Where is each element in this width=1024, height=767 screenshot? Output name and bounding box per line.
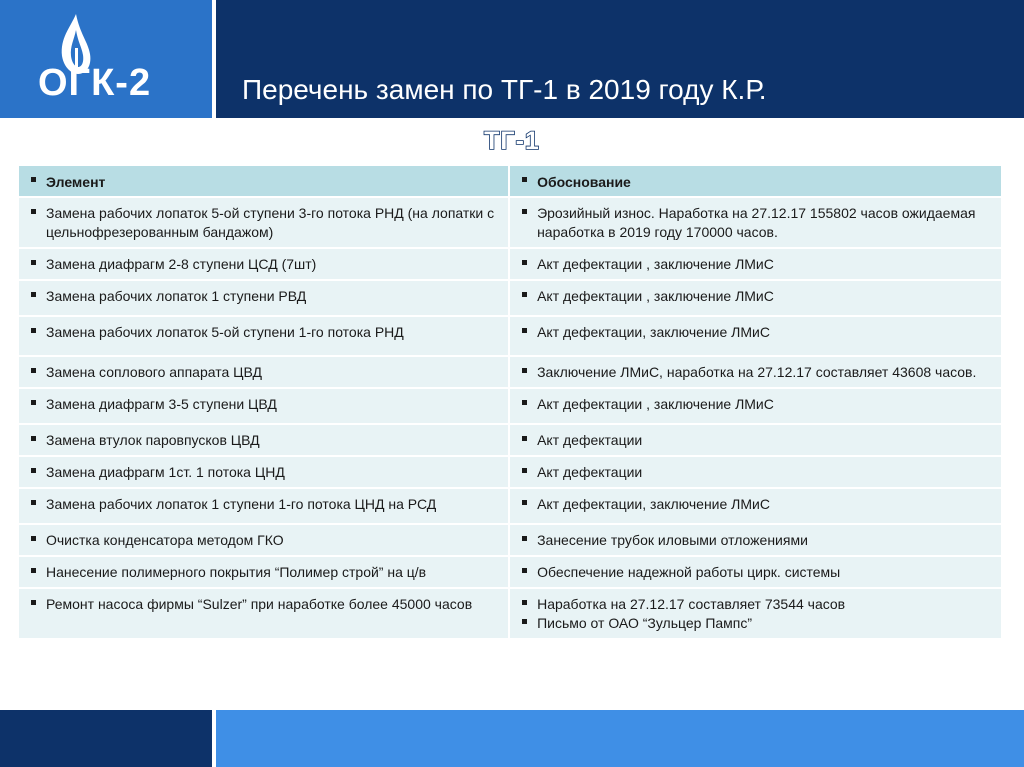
bullet-icon: [522, 292, 527, 297]
bullet-icon: [522, 568, 527, 573]
cell-reason: Акт дефектации , заключение ЛМиС: [510, 249, 1001, 279]
bullet-icon: [522, 209, 527, 214]
table-row: [19, 589, 1001, 638]
cell-element: Замена рабочих лопаток 5-ой ступени 3-го потока РНД (на лопатки с цельнофрезерованным бандажом): [19, 198, 508, 247]
cell-reason: Эрозийный износ. Наработка на 27.12.17 155802 часов ожидаемая наработка в 2019 году 170000 часов.: [510, 198, 1001, 247]
logo-text: ОГК-2: [38, 62, 152, 104]
cell-reason: Акт дефектации, заключение ЛМиС: [510, 489, 1001, 523]
cell-reason: Акт дефектации: [510, 457, 1001, 487]
bullet-icon: [522, 536, 527, 541]
cell-element: Замена диафрагм 1ст. 1 потока ЦНД: [19, 457, 508, 487]
bullet-icon: [31, 436, 36, 441]
table-row: [19, 317, 1001, 355]
cell-element: Очистка конденсатора методом ГКО: [19, 525, 508, 555]
table-header-row: [19, 166, 1001, 196]
column-header-element: Элемент: [19, 166, 508, 196]
cell-reason: Акт дефектации , заключение ЛМиС: [510, 389, 1001, 423]
bullet-icon: [31, 536, 36, 541]
section-heading: [0, 127, 1024, 156]
cell-element: Нанесение полимерного покрытия “Полимер строй” на ц/в: [19, 557, 508, 587]
cell-reason: Акт дефектации , заключение ЛМиС: [510, 281, 1001, 315]
cell-element: Замена диафрагм 3-5 ступени ЦВД: [19, 389, 508, 423]
table-row: [19, 281, 1001, 315]
table-body: [19, 198, 1001, 638]
cell-element: Замена втулок паровпусков ЦВД: [19, 425, 508, 455]
bullet-icon: [31, 468, 36, 473]
bullet-icon: [522, 619, 527, 624]
table-row: [19, 557, 1001, 587]
table-row: [19, 249, 1001, 279]
cell-reason: Обеспечение надежной работы цирк. системы: [510, 557, 1001, 587]
cell-element: Ремонт насоса фирмы “Sulzer” при наработке более 45000 часов: [19, 589, 508, 638]
bullet-icon: [31, 260, 36, 265]
table-row: [19, 457, 1001, 487]
table-row: [19, 489, 1001, 523]
bullet-icon: [31, 500, 36, 505]
footer-left-panel: [0, 710, 212, 767]
table-row: [19, 425, 1001, 455]
bullet-icon: [522, 500, 527, 505]
bullet-icon: [522, 177, 527, 182]
bullet-icon: [522, 368, 527, 373]
cell-reason: Акт дефектации: [510, 425, 1001, 455]
bullet-icon: [522, 260, 527, 265]
cell-reason: Наработка на 27.12.17 составляет 73544 часов Письмо от ОАО “Зульцер Пампс”: [510, 589, 1001, 638]
bullet-icon: [31, 600, 36, 605]
section-heading-text: ТГ-1: [484, 127, 540, 155]
bullet-icon: [31, 177, 36, 182]
table-row: [19, 525, 1001, 555]
cell-reason: Акт дефектации, заключение ЛМиС: [510, 317, 1001, 355]
bullet-icon: [31, 400, 36, 405]
replacement-table: [17, 164, 1003, 640]
cell-element: Замена рабочих лопаток 1 ступени 1-го потока ЦНД на РСД: [19, 489, 508, 523]
bullet-icon: [522, 400, 527, 405]
bullet-icon: [522, 468, 527, 473]
bullet-icon: [31, 568, 36, 573]
bullet-icon: [31, 292, 36, 297]
cell-reason: Занесение трубок иловыми отложениями: [510, 525, 1001, 555]
bullet-icon: [31, 368, 36, 373]
cell-reason: Заключение ЛМиС, наработка на 27.12.17 составляет 43608 часов.: [510, 357, 1001, 387]
cell-element: Замена диафрагм 2-8 ступени ЦСД (7шт): [19, 249, 508, 279]
cell-element: Замена соплового аппарата ЦВД: [19, 357, 508, 387]
bullet-icon: [31, 328, 36, 333]
cell-element: Замена рабочих лопаток 5-ой ступени 1-го потока РНД: [19, 317, 508, 355]
cell-element: Замена рабочих лопаток 1 ступени РВД: [19, 281, 508, 315]
bullet-icon: [31, 209, 36, 214]
footer-right-panel: [216, 710, 1024, 767]
bullet-icon: [522, 436, 527, 441]
column-header-reason: Обоснование: [510, 166, 1001, 196]
table-row: [19, 389, 1001, 423]
table-row: [19, 198, 1001, 247]
bullet-icon: [522, 328, 527, 333]
table-row: [19, 357, 1001, 387]
page-title: Перечень замен по ТГ-1 в 2019 году К.Р.: [242, 74, 767, 105]
bullet-icon: [522, 600, 527, 605]
